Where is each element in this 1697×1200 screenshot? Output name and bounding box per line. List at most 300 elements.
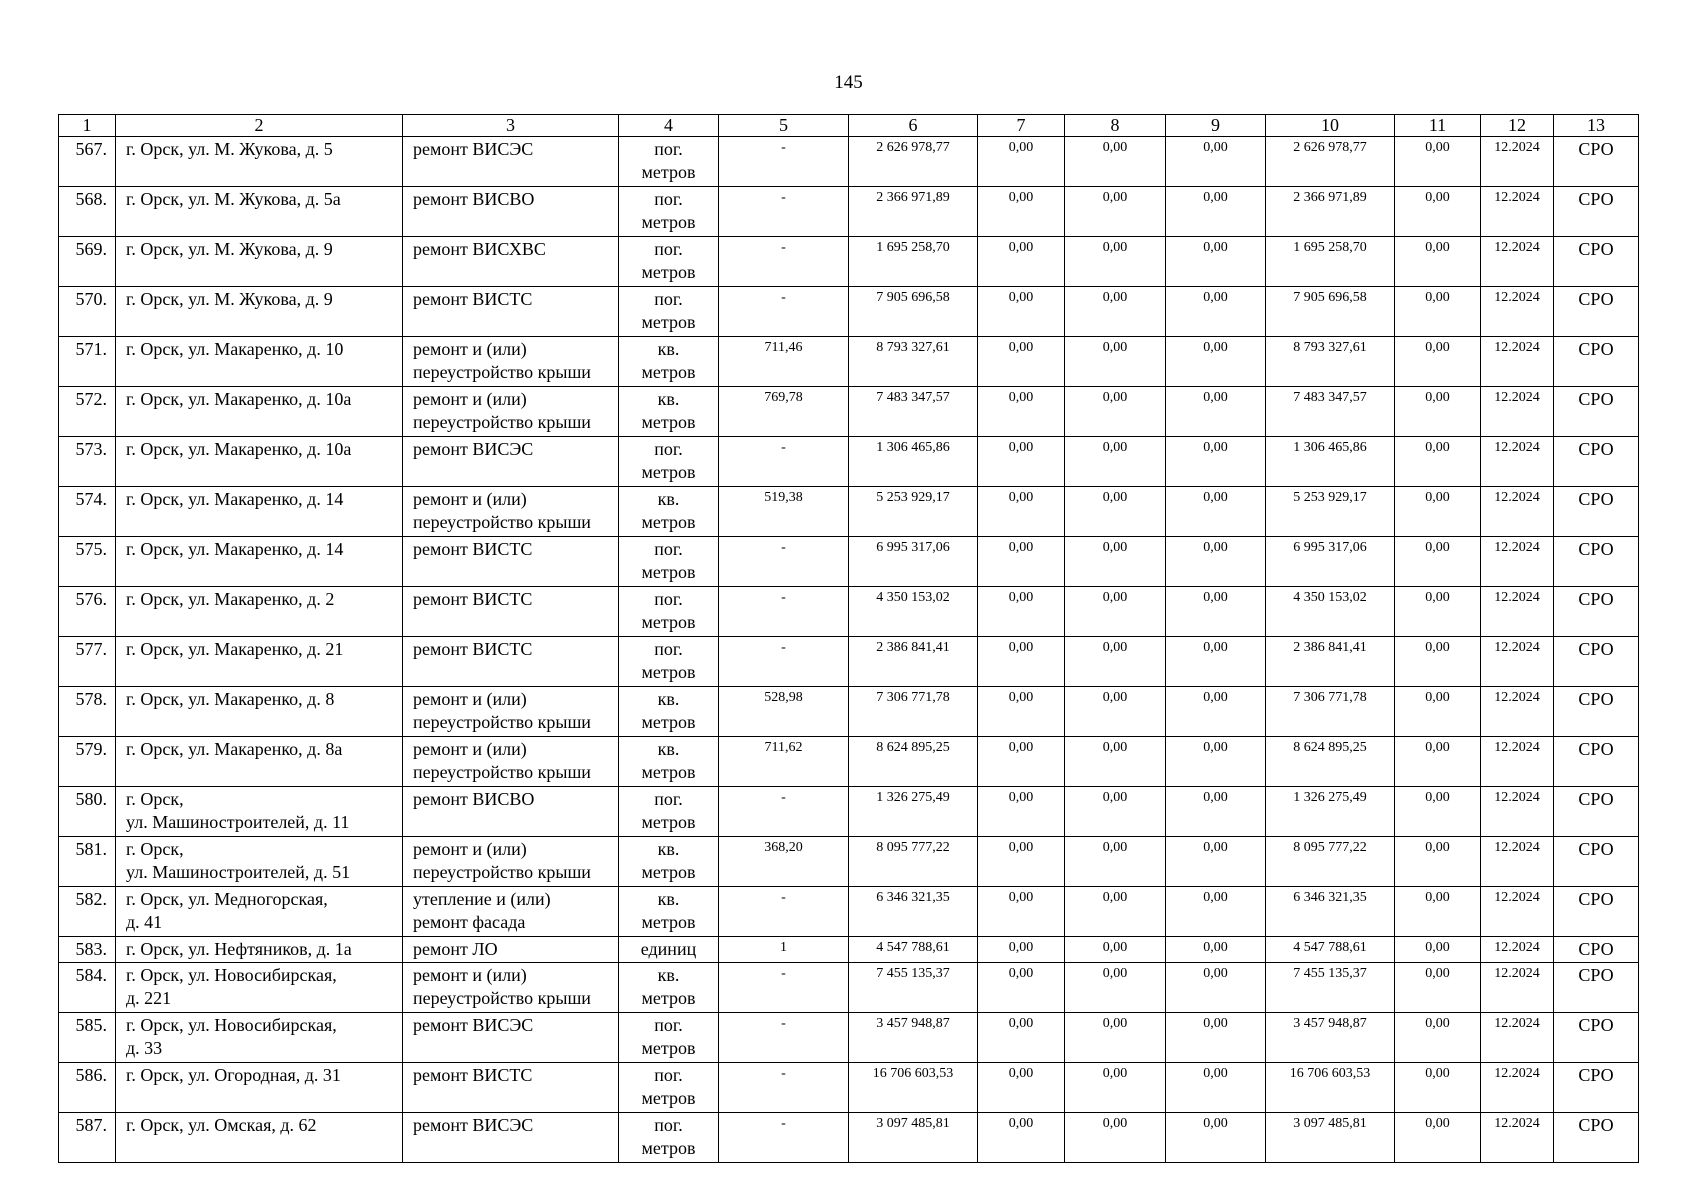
table-body (59, 137, 1639, 1163)
cost-cell-col11: 0,00 (1395, 837, 1481, 887)
work-type-cell (403, 1113, 619, 1163)
total-cost-cell: 4 350 153,02 (849, 587, 978, 637)
unit-line: пог. (654, 589, 683, 609)
cost-cell-col7: 0,00 (978, 137, 1065, 187)
address-line: г. Орск, ул. Медногорская, (126, 889, 328, 909)
cost-cell-col11: 0,00 (1395, 187, 1481, 237)
table-row (59, 787, 1639, 837)
funding-source-cell: СРО (1554, 287, 1639, 337)
work-type-cell (403, 1013, 619, 1063)
address-line: г. Орск, ул. Огородная, д. 31 (126, 1065, 341, 1085)
cost-cell-col7: 0,00 (978, 787, 1065, 837)
completion-date-cell: 12.2024 (1481, 963, 1554, 1013)
unit-line: пог. (654, 639, 683, 659)
quantity-cell: - (719, 537, 849, 587)
funding-source-cell: СРО (1554, 687, 1639, 737)
row-number-cell: 574. (59, 487, 116, 537)
cost-cell-col10: 16 706 603,53 (1266, 1063, 1395, 1113)
address-cell (116, 1063, 403, 1113)
unit-cell (619, 387, 719, 437)
row-number-cell: 577. (59, 637, 116, 687)
cost-cell-col11: 0,00 (1395, 637, 1481, 687)
cost-cell-col11: 0,00 (1395, 287, 1481, 337)
quantity-cell: - (719, 187, 849, 237)
cost-cell-col9: 0,00 (1166, 687, 1266, 737)
cost-cell-col11: 0,00 (1395, 537, 1481, 587)
address-cell (116, 787, 403, 837)
work-type-cell (403, 587, 619, 637)
unit-cell (619, 587, 719, 637)
unit-cell (619, 1063, 719, 1113)
cost-cell-col10: 8 793 327,61 (1266, 337, 1395, 387)
work-type-line: ремонт ВИСТС (413, 539, 533, 559)
cost-cell-col10: 7 905 696,58 (1266, 287, 1395, 337)
work-type-cell (403, 1063, 619, 1113)
work-type-line: ремонт и (или) (413, 839, 527, 859)
unit-cell (619, 437, 719, 487)
work-type-line: переустройство крыши (413, 362, 591, 382)
address-cell (116, 687, 403, 737)
cost-cell-col7: 0,00 (978, 637, 1065, 687)
cost-cell-col7: 0,00 (978, 187, 1065, 237)
quantity-cell: - (719, 963, 849, 1013)
address-line: г. Орск, ул. Макаренко, д. 10а (126, 439, 352, 459)
cost-cell-col8: 0,00 (1065, 687, 1166, 737)
column-header: 11 (1395, 115, 1481, 137)
total-cost-cell: 2 626 978,77 (849, 137, 978, 187)
work-type-cell (403, 637, 619, 687)
unit-cell (619, 237, 719, 287)
funding-source-cell: СРО (1554, 1113, 1639, 1163)
row-number-cell: 580. (59, 787, 116, 837)
unit-cell (619, 687, 719, 737)
address-line: ул. Машиностроителей, д. 51 (126, 862, 351, 882)
unit-line: пог. (654, 289, 683, 309)
work-type-line: переустройство крыши (413, 988, 591, 1008)
table-row (59, 337, 1639, 387)
table-row (59, 587, 1639, 637)
funding-source-cell: СРО (1554, 337, 1639, 387)
cost-cell-col11: 0,00 (1395, 387, 1481, 437)
total-cost-cell: 5 253 929,17 (849, 487, 978, 537)
total-cost-cell: 8 793 327,61 (849, 337, 978, 387)
completion-date-cell: 12.2024 (1481, 437, 1554, 487)
unit-line: метров (641, 862, 696, 882)
row-number-cell: 568. (59, 187, 116, 237)
work-type-line: переустройство крыши (413, 762, 591, 782)
unit-cell (619, 837, 719, 887)
table-row (59, 887, 1639, 937)
address-cell (116, 137, 403, 187)
quantity-cell: - (719, 287, 849, 337)
completion-date-cell: 12.2024 (1481, 837, 1554, 887)
cost-cell-col11: 0,00 (1395, 737, 1481, 787)
cost-cell-col9: 0,00 (1166, 437, 1266, 487)
unit-cell (619, 1113, 719, 1163)
cost-cell-col9: 0,00 (1166, 1013, 1266, 1063)
funding-source-cell: СРО (1554, 187, 1639, 237)
cost-cell-col8: 0,00 (1065, 1063, 1166, 1113)
cost-cell-col7: 0,00 (978, 237, 1065, 287)
address-line: г. Орск, (126, 839, 184, 859)
unit-line: метров (641, 512, 696, 532)
cost-cell-col7: 0,00 (978, 1113, 1065, 1163)
unit-line: метров (641, 412, 696, 432)
unit-line: пог. (654, 789, 683, 809)
address-line: д. 33 (126, 1038, 163, 1058)
column-header: 1 (59, 115, 116, 137)
row-number-cell: 575. (59, 537, 116, 587)
cost-cell-col8: 0,00 (1065, 487, 1166, 537)
unit-line: пог. (654, 1015, 683, 1035)
completion-date-cell: 12.2024 (1481, 487, 1554, 537)
completion-date-cell: 12.2024 (1481, 137, 1554, 187)
page-number: 145 (834, 72, 863, 93)
unit-line: метров (641, 162, 696, 182)
funding-source-cell: СРО (1554, 1013, 1639, 1063)
row-number-cell: 581. (59, 837, 116, 887)
table-row (59, 637, 1639, 687)
cost-cell-col11: 0,00 (1395, 937, 1481, 963)
work-type-cell (403, 437, 619, 487)
completion-date-cell: 12.2024 (1481, 187, 1554, 237)
address-line: г. Орск, ул. Макаренко, д. 2 (126, 589, 335, 609)
address-line: д. 41 (126, 912, 163, 932)
funding-source-cell: СРО (1554, 1063, 1639, 1113)
address-cell (116, 1013, 403, 1063)
cost-cell-col11: 0,00 (1395, 1013, 1481, 1063)
total-cost-cell: 8 095 777,22 (849, 837, 978, 887)
table-row (59, 687, 1639, 737)
table-row (59, 437, 1639, 487)
cost-cell-col9: 0,00 (1166, 537, 1266, 587)
address-line: г. Орск, ул. Новосибирская, (126, 965, 337, 985)
cost-cell-col8: 0,00 (1065, 387, 1166, 437)
work-type-cell (403, 537, 619, 587)
funding-source-cell: СРО (1554, 437, 1639, 487)
quantity-cell: 711,62 (719, 737, 849, 787)
table-row (59, 937, 1639, 963)
row-number-cell: 585. (59, 1013, 116, 1063)
table-row (59, 737, 1639, 787)
address-cell (116, 737, 403, 787)
row-number-cell: 573. (59, 437, 116, 487)
table-row (59, 287, 1639, 337)
unit-cell (619, 637, 719, 687)
cost-cell-col11: 0,00 (1395, 137, 1481, 187)
work-type-cell (403, 963, 619, 1013)
cost-cell-col11: 0,00 (1395, 687, 1481, 737)
address-line: г. Орск, ул. Макаренко, д. 8а (126, 739, 343, 759)
column-header: 4 (619, 115, 719, 137)
total-cost-cell: 3 097 485,81 (849, 1113, 978, 1163)
cost-cell-col8: 0,00 (1065, 1113, 1166, 1163)
funding-source-cell: СРО (1554, 487, 1639, 537)
cost-cell-col8: 0,00 (1065, 337, 1166, 387)
row-number-cell: 572. (59, 387, 116, 437)
address-line: г. Орск, ул. Новосибирская, (126, 1015, 337, 1035)
work-type-line: ремонт ВИСТС (413, 589, 533, 609)
completion-date-cell: 12.2024 (1481, 587, 1554, 637)
cost-cell-col10: 7 455 135,37 (1266, 963, 1395, 1013)
completion-date-cell: 12.2024 (1481, 537, 1554, 587)
cost-cell-col9: 0,00 (1166, 387, 1266, 437)
unit-line: единиц (640, 939, 697, 959)
row-number-cell: 586. (59, 1063, 116, 1113)
cost-cell-col7: 0,00 (978, 837, 1065, 887)
unit-cell (619, 187, 719, 237)
work-type-line: ремонт ВИСВО (413, 789, 535, 809)
unit-line: кв. (657, 339, 680, 359)
completion-date-cell: 12.2024 (1481, 887, 1554, 937)
work-type-line: ремонт и (или) (413, 339, 527, 359)
quantity-cell: - (719, 437, 849, 487)
funding-source-cell: СРО (1554, 837, 1639, 887)
cost-cell-col9: 0,00 (1166, 1113, 1266, 1163)
unit-line: метров (641, 262, 696, 282)
work-type-line: утепление и (или) (413, 889, 551, 909)
cost-cell-col10: 6 346 321,35 (1266, 887, 1395, 937)
work-type-cell (403, 837, 619, 887)
completion-date-cell: 12.2024 (1481, 787, 1554, 837)
total-cost-cell: 7 905 696,58 (849, 287, 978, 337)
cost-cell-col8: 0,00 (1065, 437, 1166, 487)
cost-cell-col10: 3 457 948,87 (1266, 1013, 1395, 1063)
cost-cell-col8: 0,00 (1065, 887, 1166, 937)
cost-cell-col10: 2 626 978,77 (1266, 137, 1395, 187)
address-line: г. Орск, ул. Омская, д. 62 (126, 1115, 317, 1135)
unit-cell (619, 1013, 719, 1063)
cost-cell-col7: 0,00 (978, 587, 1065, 637)
work-type-cell (403, 187, 619, 237)
table-row (59, 963, 1639, 1013)
cost-cell-col8: 0,00 (1065, 937, 1166, 963)
cost-cell-col8: 0,00 (1065, 963, 1166, 1013)
work-type-cell (403, 237, 619, 287)
quantity-cell: - (719, 137, 849, 187)
cost-cell-col11: 0,00 (1395, 787, 1481, 837)
cost-cell-col7: 0,00 (978, 387, 1065, 437)
cost-cell-col10: 1 306 465,86 (1266, 437, 1395, 487)
unit-line: пог. (654, 1065, 683, 1085)
row-number-cell: 583. (59, 937, 116, 963)
quantity-cell: - (719, 887, 849, 937)
completion-date-cell: 12.2024 (1481, 237, 1554, 287)
funding-source-cell: СРО (1554, 137, 1639, 187)
column-header: 2 (116, 115, 403, 137)
cost-cell-col8: 0,00 (1065, 237, 1166, 287)
total-cost-cell: 7 455 135,37 (849, 963, 978, 1013)
quantity-cell: 1 (719, 937, 849, 963)
funding-source-cell: СРО (1554, 537, 1639, 587)
row-number-cell: 569. (59, 237, 116, 287)
row-number-cell: 576. (59, 587, 116, 637)
quantity-cell: 528,98 (719, 687, 849, 737)
unit-line: кв. (657, 389, 680, 409)
table-row (59, 837, 1639, 887)
unit-line: метров (641, 812, 696, 832)
address-cell (116, 837, 403, 887)
address-cell (116, 187, 403, 237)
table-row (59, 137, 1639, 187)
table-row (59, 237, 1639, 287)
cost-cell-col9: 0,00 (1166, 637, 1266, 687)
work-type-line: переустройство крыши (413, 512, 591, 532)
work-type-line: ремонт ВИСВО (413, 189, 535, 209)
cost-cell-col7: 0,00 (978, 437, 1065, 487)
table-row (59, 1113, 1639, 1163)
work-type-line: ремонт ВИСЭС (413, 1015, 534, 1035)
work-type-cell (403, 887, 619, 937)
table-row (59, 187, 1639, 237)
cost-cell-col9: 0,00 (1166, 737, 1266, 787)
work-type-line: переустройство крыши (413, 412, 591, 432)
address-line: д. 221 (126, 988, 172, 1008)
address-line: г. Орск, ул. Макаренко, д. 14 (126, 539, 344, 559)
address-line: ул. Машиностроителей, д. 11 (126, 812, 350, 832)
completion-date-cell: 12.2024 (1481, 1113, 1554, 1163)
cost-cell-col11: 0,00 (1395, 963, 1481, 1013)
cost-cell-col11: 0,00 (1395, 487, 1481, 537)
unit-cell (619, 287, 719, 337)
cost-cell-col9: 0,00 (1166, 963, 1266, 1013)
address-line: г. Орск, ул. М. Жукова, д. 9 (126, 289, 333, 309)
table-row (59, 1063, 1639, 1113)
cost-cell-col10: 4 350 153,02 (1266, 587, 1395, 637)
work-type-line: ремонт фасада (413, 912, 526, 932)
cost-cell-col8: 0,00 (1065, 137, 1166, 187)
completion-date-cell: 12.2024 (1481, 737, 1554, 787)
row-number-cell: 582. (59, 887, 116, 937)
work-type-cell (403, 787, 619, 837)
funding-source-cell: СРО (1554, 737, 1639, 787)
column-header: 5 (719, 115, 849, 137)
funding-source-cell: СРО (1554, 937, 1639, 963)
unit-cell (619, 137, 719, 187)
address-line: г. Орск, ул. М. Жукова, д. 9 (126, 239, 333, 259)
work-type-cell (403, 287, 619, 337)
address-cell (116, 237, 403, 287)
cost-cell-col9: 0,00 (1166, 837, 1266, 887)
cost-cell-col11: 0,00 (1395, 887, 1481, 937)
unit-line: кв. (657, 839, 680, 859)
cost-cell-col7: 0,00 (978, 887, 1065, 937)
column-header: 9 (1166, 115, 1266, 137)
funding-source-cell: СРО (1554, 963, 1639, 1013)
unit-line: пог. (654, 1115, 683, 1135)
cost-cell-col10: 6 995 317,06 (1266, 537, 1395, 587)
address-line: г. Орск, ул. Макаренко, д. 14 (126, 489, 344, 509)
cost-cell-col7: 0,00 (978, 537, 1065, 587)
completion-date-cell: 12.2024 (1481, 1063, 1554, 1113)
work-type-line: ремонт ВИСТС (413, 1065, 533, 1085)
unit-line: кв. (657, 965, 680, 985)
cost-cell-col7: 0,00 (978, 963, 1065, 1013)
cost-cell-col7: 0,00 (978, 337, 1065, 387)
total-cost-cell: 8 624 895,25 (849, 737, 978, 787)
unit-cell (619, 963, 719, 1013)
quantity-cell: - (719, 587, 849, 637)
unit-line: кв. (657, 689, 680, 709)
unit-line: пог. (654, 539, 683, 559)
address-cell (116, 1113, 403, 1163)
row-number-cell: 578. (59, 687, 116, 737)
work-type-line: ремонт ВИСЭС (413, 439, 534, 459)
funding-source-cell: СРО (1554, 387, 1639, 437)
unit-line: пог. (654, 439, 683, 459)
column-header: 12 (1481, 115, 1554, 137)
total-cost-cell: 16 706 603,53 (849, 1063, 978, 1113)
address-line: г. Орск, ул. Макаренко, д. 10а (126, 389, 352, 409)
total-cost-cell: 2 366 971,89 (849, 187, 978, 237)
work-type-line: переустройство крыши (413, 862, 591, 882)
work-type-line: ремонт ВИСХВС (413, 239, 546, 259)
work-type-cell (403, 137, 619, 187)
total-cost-cell: 4 547 788,61 (849, 937, 978, 963)
cost-cell-col10: 2 386 841,41 (1266, 637, 1395, 687)
cost-cell-col9: 0,00 (1166, 337, 1266, 387)
quantity-cell: 519,38 (719, 487, 849, 537)
funding-source-cell: СРО (1554, 237, 1639, 287)
cost-cell-col10: 1 326 275,49 (1266, 787, 1395, 837)
cost-cell-col8: 0,00 (1065, 287, 1166, 337)
address-line: г. Орск, ул. М. Жукова, д. 5а (126, 189, 341, 209)
total-cost-cell: 3 457 948,87 (849, 1013, 978, 1063)
cost-cell-col8: 0,00 (1065, 637, 1166, 687)
address-cell (116, 937, 403, 963)
capital-repair-table (58, 114, 1639, 1163)
cost-cell-col8: 0,00 (1065, 737, 1166, 787)
funding-source-cell: СРО (1554, 887, 1639, 937)
row-number-cell: 570. (59, 287, 116, 337)
cost-cell-col8: 0,00 (1065, 537, 1166, 587)
work-type-line: ремонт ВИСЭС (413, 1115, 534, 1135)
row-number-cell: 567. (59, 137, 116, 187)
unit-line: пог. (654, 139, 683, 159)
quantity-cell: - (719, 1063, 849, 1113)
funding-source-cell: СРО (1554, 587, 1639, 637)
work-type-line: ремонт ЛО (413, 939, 498, 959)
cost-cell-col11: 0,00 (1395, 1063, 1481, 1113)
unit-line: кв. (657, 889, 680, 909)
work-type-cell (403, 337, 619, 387)
cost-cell-col11: 0,00 (1395, 1113, 1481, 1163)
quantity-cell: 711,46 (719, 337, 849, 387)
unit-cell (619, 537, 719, 587)
address-line: г. Орск, ул. Нефтяников, д. 1а (126, 939, 352, 959)
completion-date-cell: 12.2024 (1481, 937, 1554, 963)
unit-line: метров (641, 612, 696, 632)
table-row (59, 1013, 1639, 1063)
cost-cell-col8: 0,00 (1065, 187, 1166, 237)
unit-line: кв. (657, 739, 680, 759)
column-header: 7 (978, 115, 1065, 137)
unit-line: пог. (654, 189, 683, 209)
work-type-line: ремонт и (или) (413, 689, 527, 709)
unit-cell (619, 337, 719, 387)
work-type-line: переустройство крыши (413, 712, 591, 732)
unit-line: пог. (654, 239, 683, 259)
cost-cell-col9: 0,00 (1166, 487, 1266, 537)
total-cost-cell: 1 326 275,49 (849, 787, 978, 837)
address-cell (116, 337, 403, 387)
address-cell (116, 537, 403, 587)
address-cell (116, 587, 403, 637)
funding-source-cell: СРО (1554, 787, 1639, 837)
cost-cell-col10: 4 547 788,61 (1266, 937, 1395, 963)
address-line: г. Орск, ул. М. Жукова, д. 5 (126, 139, 333, 159)
unit-line: метров (641, 762, 696, 782)
